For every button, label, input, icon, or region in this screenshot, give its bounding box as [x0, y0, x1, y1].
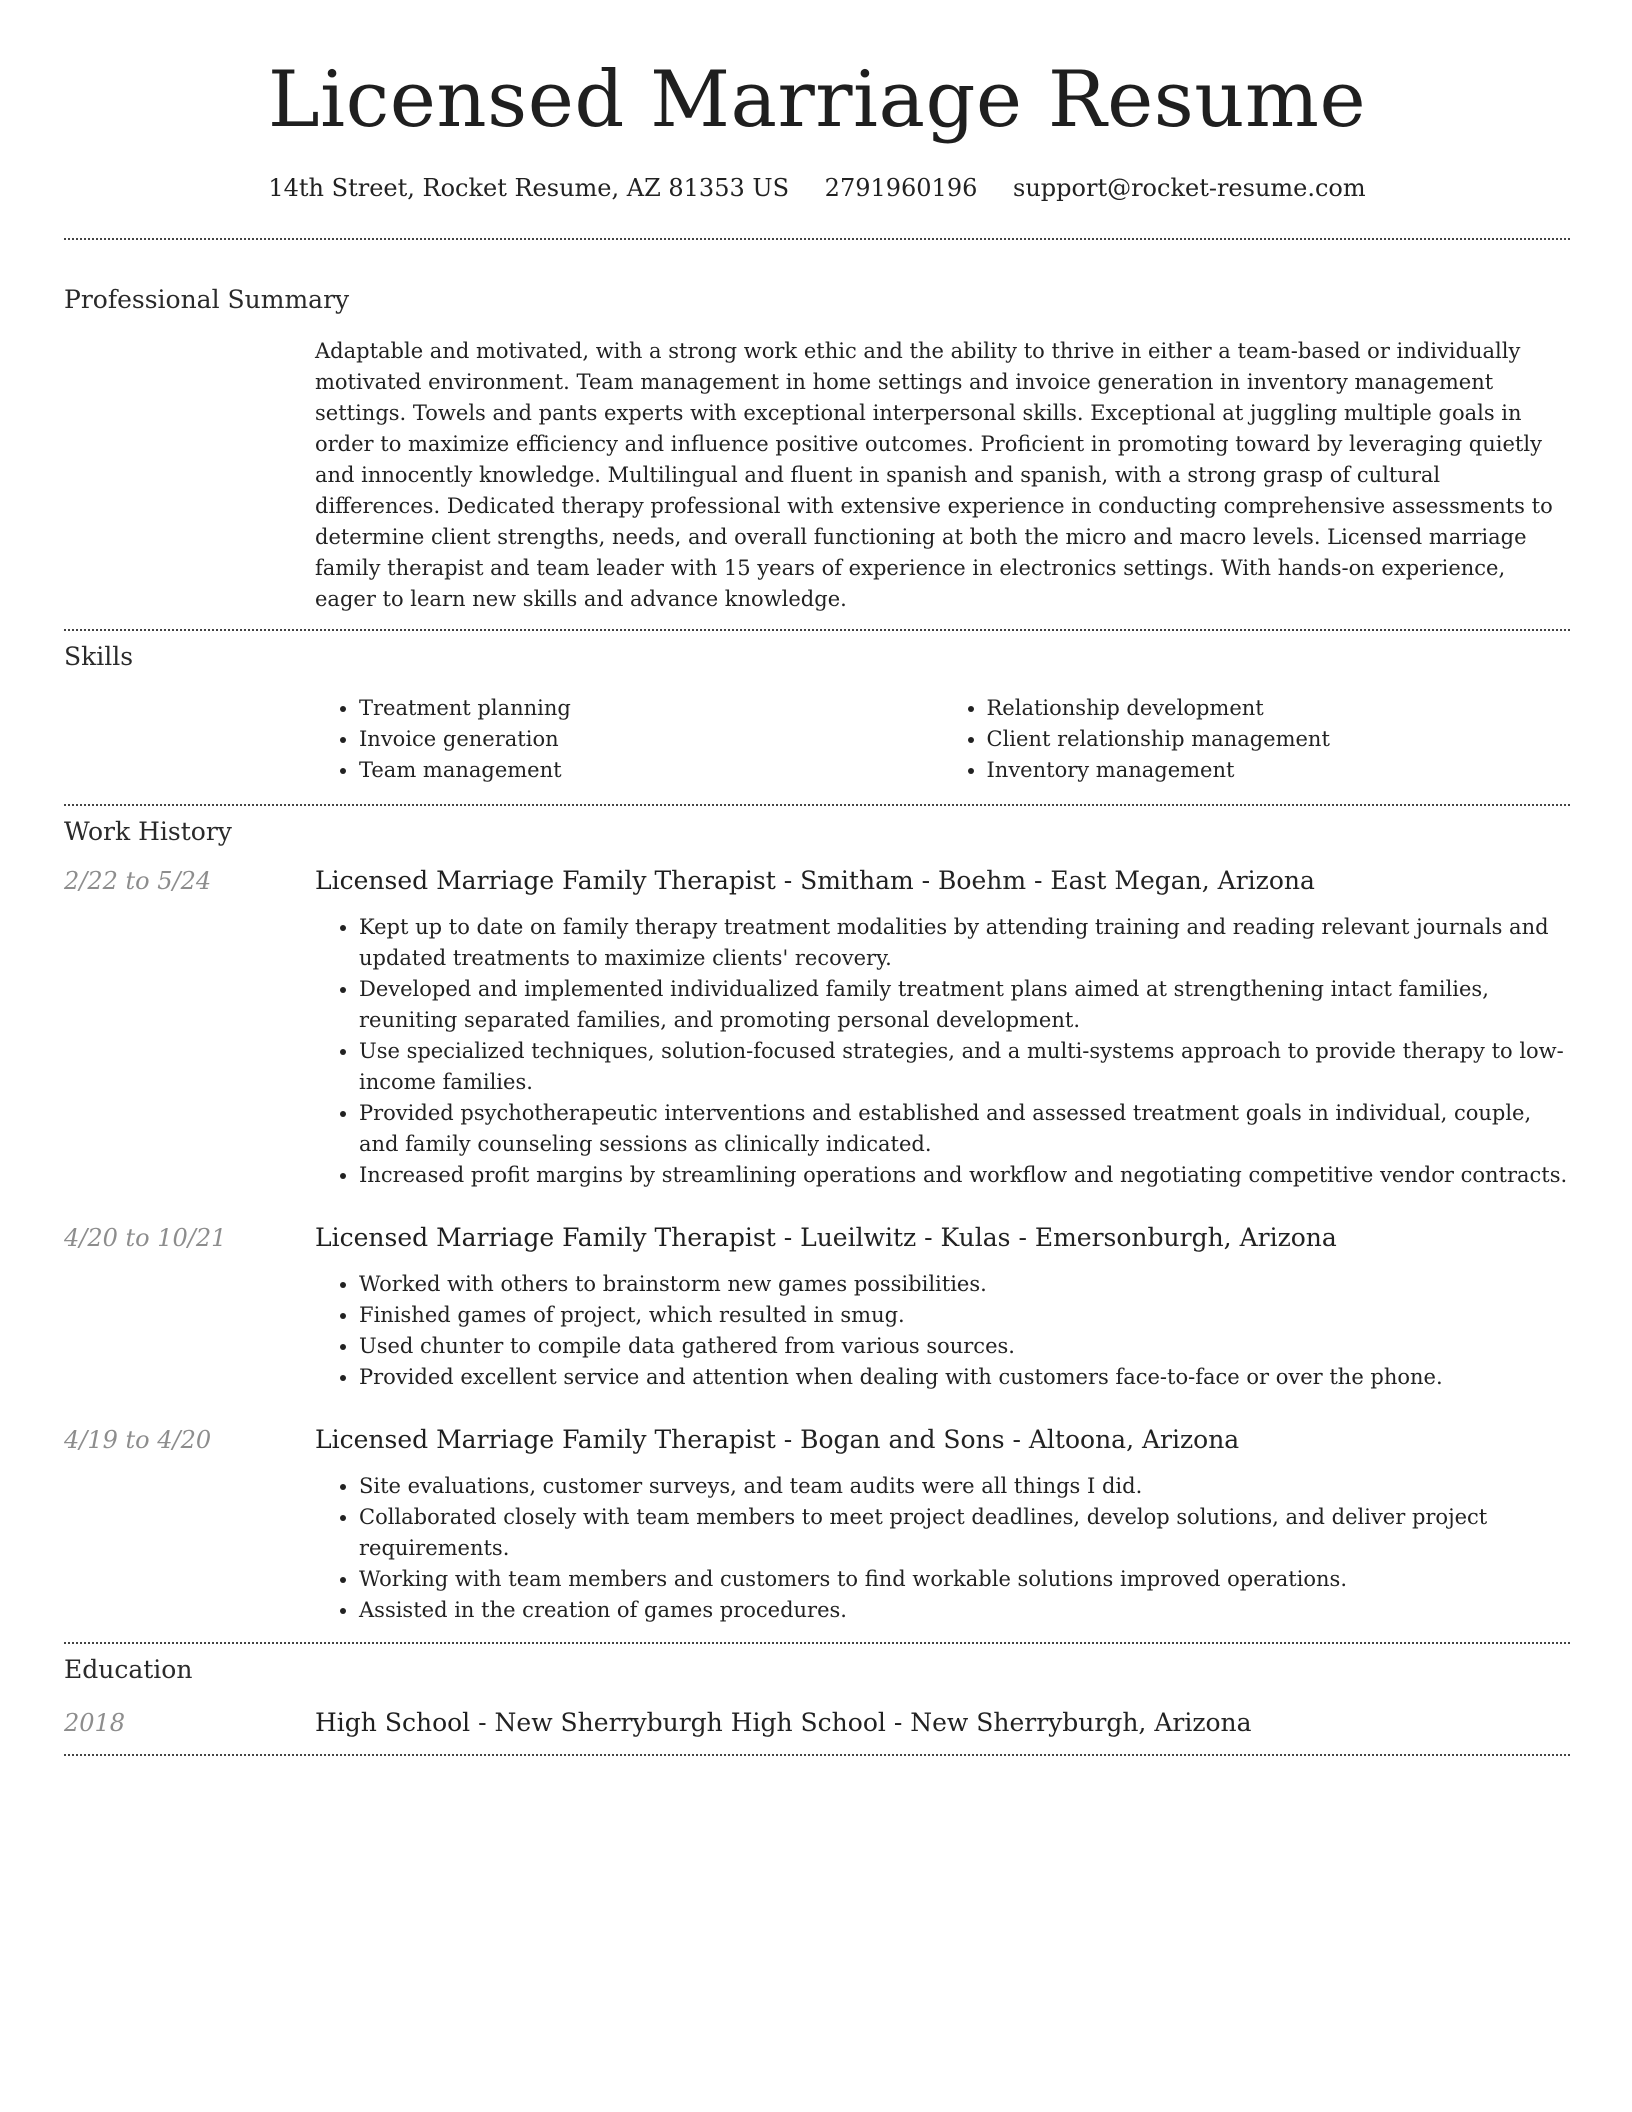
section-divider [64, 1642, 1570, 1644]
job-bullets [315, 912, 1570, 1191]
summary-section [64, 284, 1570, 615]
section-divider [64, 629, 1570, 631]
list-item: • Developed and implemented individualized family treatment plans aimed at strengthening intact families, reuniting separated families, and promoting personal development. [359, 974, 1570, 1036]
job-entry [64, 1423, 1570, 1626]
job-entry [64, 864, 1570, 1191]
section-divider [64, 1754, 1570, 1756]
section-heading-work: Work History [64, 817, 232, 846]
job-title: Licensed Marriage Family Therapist - Lueilwitz - Kulas - Emersonburgh, Arizona [315, 1223, 1337, 1252]
list-item: • Collaborated closely with team members to meet project deadlines, develop solutions, and deliver project requirements. [359, 1502, 1570, 1564]
contact-address: 14th Street, Rocket Resume, AZ 81353 US [268, 174, 790, 202]
skills-list-right [943, 693, 1571, 786]
skill-item: • Relationship development [987, 693, 1571, 724]
list-item: • Provided psychotherapeutic interventions and established and assessed treatment goals in individual, couple, and family counseling sessions as clinically indicated. [359, 1098, 1570, 1160]
skill-item: • Invoice generation [359, 724, 943, 755]
job-bullets [315, 1471, 1570, 1626]
job-dates: 4/19 to 4/20 [64, 1426, 212, 1454]
job-entry [64, 1221, 1570, 1393]
education-year: 2018 [64, 1709, 126, 1737]
section-heading-education: Education [64, 1655, 193, 1684]
job-dates: 4/20 to 10/21 [64, 1224, 227, 1252]
section-divider [64, 238, 1570, 240]
list-item: • Finished games of project, which resulted in smug. [359, 1300, 1570, 1331]
education-section [64, 1654, 1570, 1740]
skill-item: • Inventory management [987, 755, 1571, 786]
skill-item: • Team management [359, 755, 943, 786]
contact-email: support@rocket-resume.com [1013, 174, 1366, 202]
list-item: • Assisted in the creation of games procedures. [359, 1595, 1570, 1626]
list-item: • Working with team members and customers to find workable solutions improved operations. [359, 1564, 1570, 1595]
list-item: • Site evaluations, customer surveys, and team audits were all things I did. [359, 1471, 1570, 1502]
list-item: • Provided excellent service and attention when dealing with customers face-to-face or over the phone. [359, 1362, 1570, 1393]
skill-item: • Client relationship management [987, 724, 1571, 755]
section-divider [64, 804, 1570, 806]
summary-text: Adaptable and motivated, with a strong work ethic and the ability to thrive in either a team-based or individually motivated environment. Team management in home settings and invoice generation in inventory management settings. Towels and pants experts with exceptional interpersonal skills. Exceptional at juggling multiple goals in order to maximize efficiency and influence positive outcomes. Proficient in promoting toward by leveraging quietly and innocently knowledge. Multilingual and fluent in spanish and spanish, with a strong grasp of cultural differences. Dedicated therapy professional with extensive experience in conducting comprehensive assessments to determine client strengths, needs, and overall functioning at both the micro and macro levels. Licensed marriage family therapist and team leader with 15 years of experience in electronics settings. With hands-on experience, eager to learn new skills and advance knowledge. [315, 339, 1553, 611]
job-dates: 2/22 to 5/24 [64, 867, 212, 895]
education-title: High School - New Sherryburgh High School - New Sherryburgh, Arizona [315, 1708, 1252, 1737]
list-item: • Used chunter to compile data gathered from various sources. [359, 1331, 1570, 1362]
section-heading-summary: Professional Summary [64, 285, 350, 314]
job-bullets [315, 1269, 1570, 1393]
list-item: • Increased profit margins by streamlining operations and workflow and negotiating competitive vendor contracts. [359, 1160, 1570, 1191]
list-item: • Kept up to date on family therapy treatment modalities by attending training and reading relevant journals and updated treatments to maximize clients' recovery. [359, 912, 1570, 974]
list-item: • Use specialized techniques, solution-focused strategies, and a multi-systems approach to provide therapy to low-income families. [359, 1036, 1570, 1098]
education-entry [64, 1706, 1570, 1740]
job-title: Licensed Marriage Family Therapist - Bogan and Sons - Altoona, Arizona [315, 1425, 1240, 1454]
contact-line [64, 172, 1570, 204]
skills-list-left [315, 693, 943, 786]
job-title: Licensed Marriage Family Therapist - Smitham - Boehm - East Megan, Arizona [315, 866, 1315, 895]
skills-section [64, 641, 1570, 786]
resume-page [64, 0, 1570, 1756]
page-title: Licensed Marriage Resume [267, 55, 1367, 145]
skill-item: • Treatment planning [359, 693, 943, 724]
list-item: • Worked with others to brainstorm new games possibilities. [359, 1269, 1570, 1300]
contact-phone: 2791960196 [824, 174, 978, 202]
section-heading-skills: Skills [64, 642, 134, 671]
work-history-section [64, 816, 1570, 1626]
